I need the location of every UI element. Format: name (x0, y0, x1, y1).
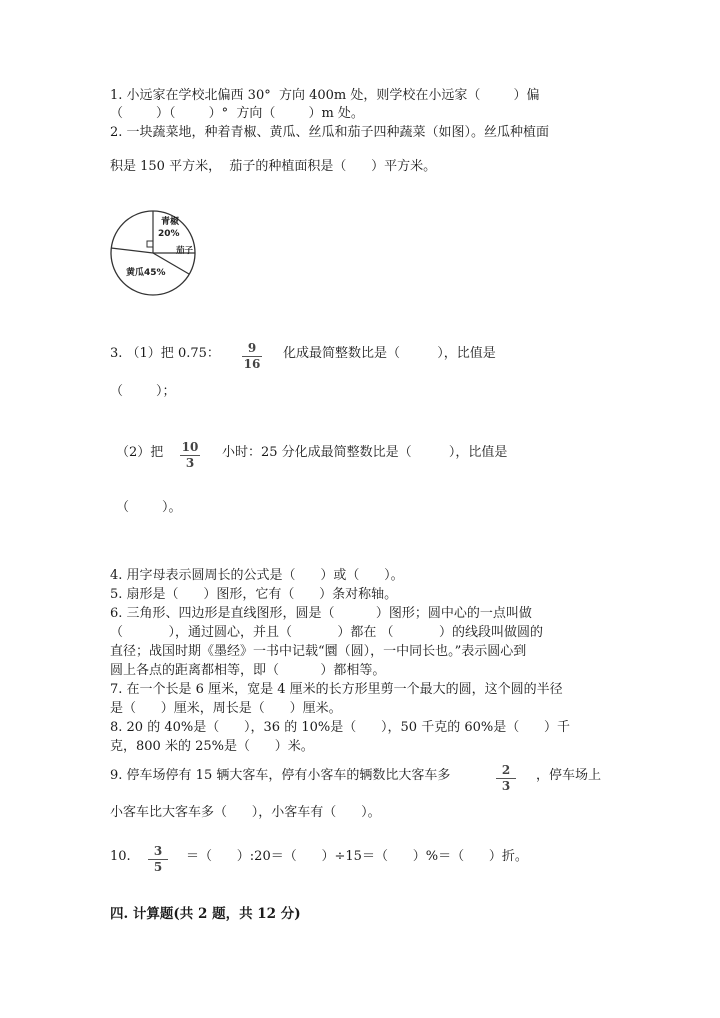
q3-p1-prefix: 3. （1）把 0.75： (110, 346, 220, 361)
label-qingjiao: 青椒 (161, 217, 180, 227)
label-huanggua: 黄瓜45% (126, 268, 166, 278)
section-4-title: 四. 计算题(共 2 题，共 12 分) (110, 906, 301, 922)
q10-prefix: 10. (110, 849, 131, 864)
q2-line2: 积是 150 平方米， 茄子的种植面积是（ ）平方米。 (110, 159, 437, 174)
q8-line1: 8. 20 的 40%是（ ），36 的 10%是（ ），50 千克的 60%是（ ）千 (110, 720, 571, 735)
q7-line1: 7. 在一个长是 6 厘米，宽是 4 厘米的长方形里剪一个最大的圆，这个圆的半径 (110, 682, 563, 697)
q6-line1: 6. 三角形、四边形是直线图形，圆是（ ）图形；圆中心的一点叫做 (110, 606, 532, 621)
q6-line4: 圆上各点的距离都相等，即（ ）都相等。 (110, 663, 386, 678)
fraction-numerator: 10 (181, 440, 199, 454)
q10-suffix: ＝（ ）:20＝（ ）÷15＝（ ）%＝（ ）折。 (186, 849, 528, 864)
q6-line2: （ ），通过圆心，并且（ ）都在 （ ）的线段叫做圆的 (110, 625, 543, 640)
q5-line: 5. 扇形是（ ）图形，它有（ ）条对称轴。 (110, 587, 398, 602)
q2-line1: 2. 一块蔬菜地，种着青椒、黄瓜、丝瓜和茄子四种蔬菜（如图）。丝瓜种植面 (110, 125, 550, 140)
q3-p2-prefix: （2）把 (116, 445, 164, 460)
q3-p2-suffix: 小时：25 分化成最简整数比是（ ），比值是 (222, 445, 508, 460)
q1-line1: 1. 小远家在学校北偏西 30° 方向 400m 处，则学校在小远家（ ）偏 (110, 88, 540, 103)
fraction-denominator: 5 (153, 860, 163, 874)
q4-line: 4. 用字母表示圆周长的公式是（ ）或（ ）。 (110, 568, 404, 583)
q8-line2: 克，800 米的 25%是（ ）米。 (110, 739, 314, 754)
q3-p1-suffix: 化成最简整数比是（ ），比值是 (283, 346, 496, 361)
q3-fraction-10-3 (178, 440, 202, 471)
q3-p2-line2: （ ）。 (116, 500, 182, 515)
fraction-numerator: 3 (153, 844, 163, 858)
q9-line1-prefix: 9. 停车场停有 15 辆大客车，停有小客车的辆数比大客车多 (110, 768, 451, 783)
q10-fraction-3-5 (146, 844, 170, 875)
q6-line3: 直径；战国时期《墨经》一书中记载“圜（圆），一中同长也。”表示圆心到 (110, 644, 527, 659)
fraction-denominator: 3 (185, 456, 195, 470)
q1-line2: （ ）（ ）° 方向（ ）m 处。 (110, 106, 364, 121)
fraction-numerator: 9 (247, 341, 257, 355)
q9-line1-suffix: ，停车场上 (536, 768, 602, 783)
q3-fraction-9-16 (240, 341, 264, 372)
q9-fraction-2-3 (494, 763, 518, 794)
q9-line2: 小客车比大客车多（ ），小客车有（ ）。 (110, 805, 381, 820)
fraction-numerator: 2 (501, 763, 511, 777)
label-qiezi: 茄子 (176, 246, 194, 256)
vegetable-pie-chart (108, 208, 204, 304)
fraction-denominator: 3 (501, 779, 511, 793)
fraction-denominator: 16 (243, 357, 261, 371)
q3-p1-line2: （ ）； (110, 384, 176, 399)
label-qingjiao-pct: 20% (158, 229, 180, 239)
q7-line2: 是（ ）厘米，周长是（ ）厘米。 (110, 701, 342, 716)
